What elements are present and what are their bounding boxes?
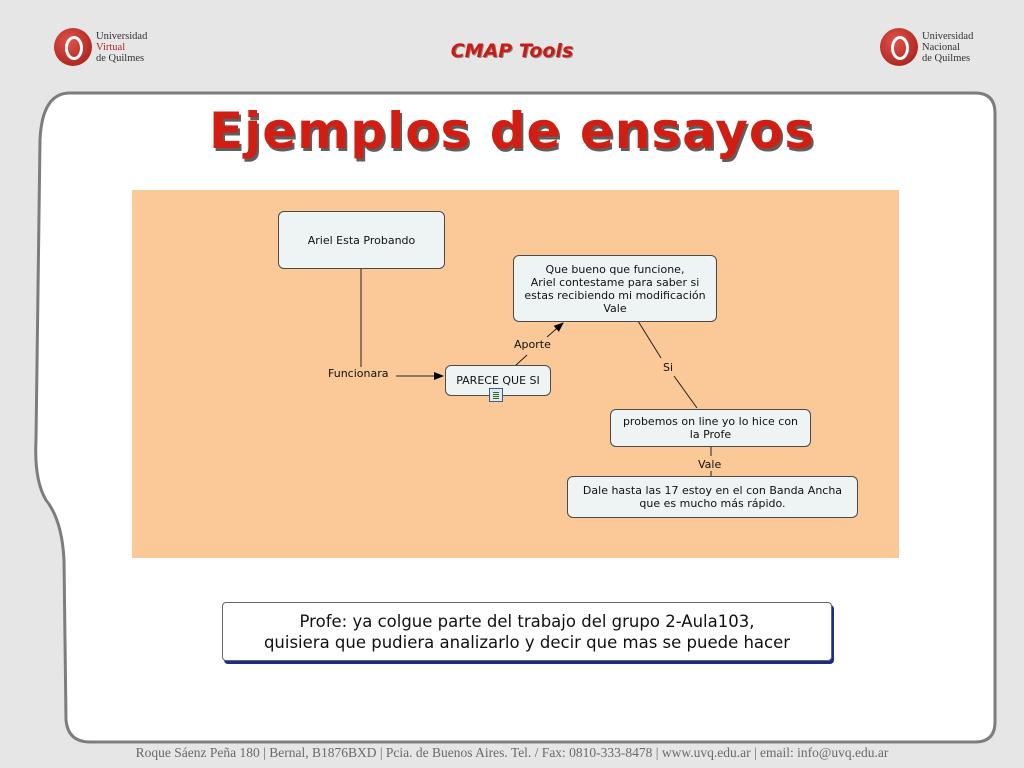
logo-line: de Quilmes — [96, 52, 145, 64]
footer-contact: Roque Sáenz Peña 180 | Bernal, B1876BXD | Pcia. de Buenos Aires. Tel. / Fax: 0810-333-8478 | www.uvq.edu.ar | email: info@uvq.edu.ar — [135, 745, 889, 760]
unq-logo-mark-icon — [880, 28, 918, 66]
concept-node-label: probemos on line yo lo hice con la Profe — [622, 415, 799, 441]
concept-node-ariel[interactable] — [278, 211, 445, 269]
concept-node-label: Dale hasta las 17 estoy en el con Banda Ancha que es mucho más rápido. — [582, 484, 843, 510]
concept-node-label: Ariel Esta Probando — [307, 233, 416, 247]
unq-logo — [880, 28, 973, 66]
link-label-si: Si — [663, 361, 674, 374]
concept-node-probemos[interactable] — [610, 409, 811, 447]
header-title: CMAP Tools — [450, 40, 574, 62]
document-resource-icon[interactable] — [489, 388, 503, 402]
link-label-aporte: Aporte — [514, 338, 551, 351]
connector-quebueno-si — [638, 321, 661, 358]
link-label-funcionara: Funcionara — [328, 367, 389, 380]
connector-aporte-quebueno — [547, 323, 563, 337]
logo-line: Virtual — [96, 41, 126, 53]
concept-node-que-bueno[interactable] — [513, 255, 717, 322]
connector-si-probemos — [674, 376, 697, 408]
concept-node-dale[interactable] — [567, 476, 858, 518]
logo-line: de Quilmes — [922, 52, 971, 64]
concept-node-label: PARECE QUE SI — [456, 374, 540, 387]
comment-box — [222, 602, 832, 661]
logo-line: Nacional — [922, 41, 960, 53]
slide-title: Ejemplos de ensayos — [208, 102, 816, 160]
concept-node-label: Que bueno que funcione, Ariel contestame para saber si estas recibiendo mi modificación Vale — [524, 262, 706, 315]
concept-map — [132, 190, 899, 558]
comment-line: Profe: ya colgue parte del trabajo del grupo 2-Aula103, — [299, 611, 755, 631]
comment-line: quisiera que pudiera analizarlo y decir que mas se puede hacer — [263, 632, 791, 652]
logo-line: Universidad — [922, 30, 974, 42]
link-label-vale: Vale — [698, 458, 722, 471]
logo-line: Universidad — [96, 30, 148, 42]
